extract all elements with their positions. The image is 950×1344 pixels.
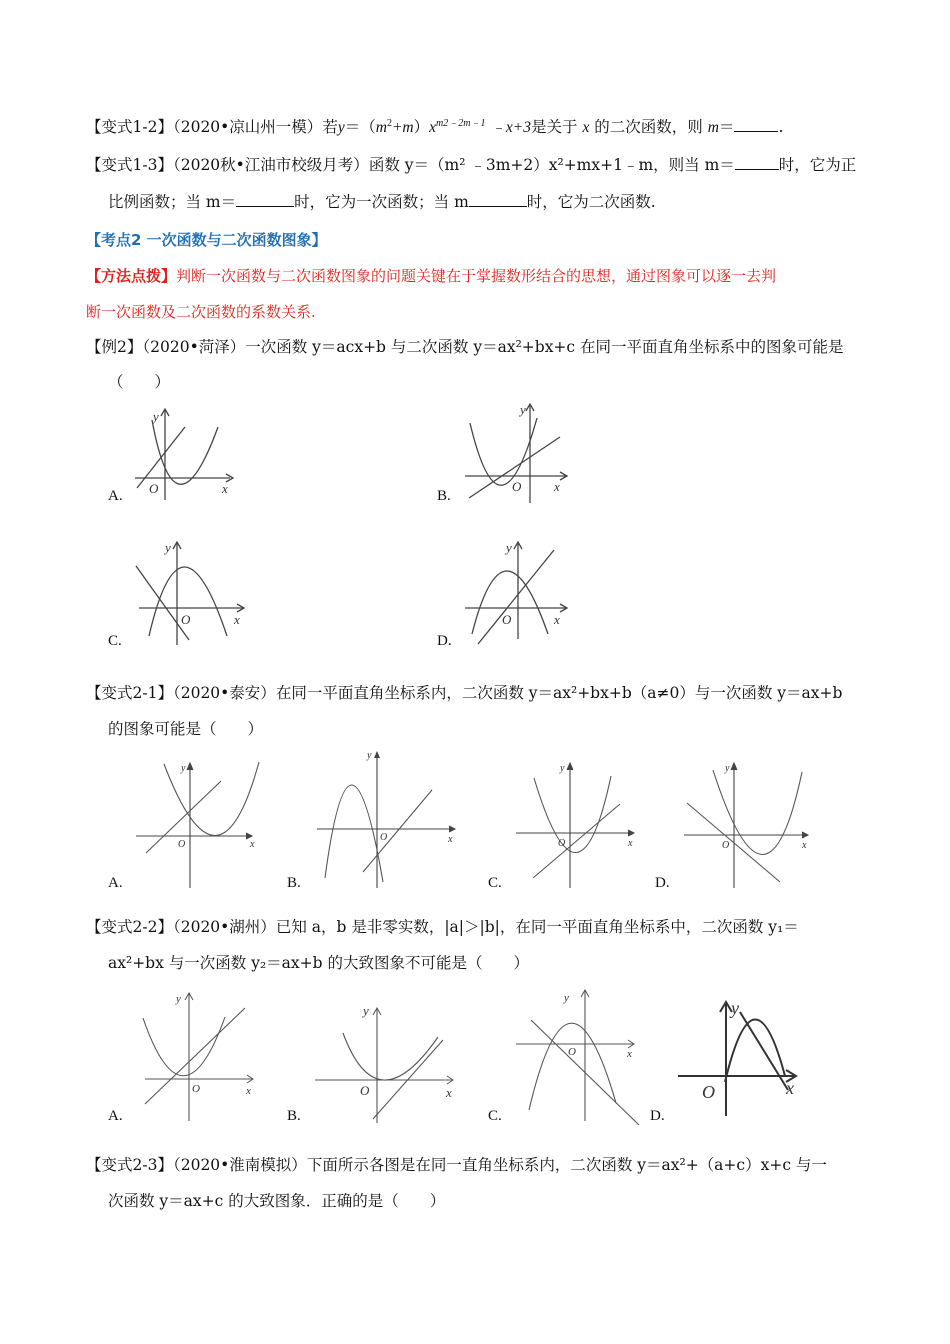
- option-a-label[interactable]: A.: [108, 875, 123, 891]
- variant-tag: 【变式1-2】: [86, 118, 173, 136]
- svg-text:x: x: [802, 840, 807, 851]
- variant-tag: 【变式1-3】: [86, 156, 173, 174]
- figure-v21-b: [315, 750, 460, 890]
- variant-2-2: 【变式2-2】（2020•湖州）已知 a，b 是非零实数，|a|＞|b|，在同一平面直角坐标系中，二次函数 y₁＝: [86, 918, 799, 936]
- svg-text:y: y: [176, 993, 181, 1005]
- variant-1-2: 【变式1-2】（2020•凉山州一模）若$y=(m^2+m)x^{m2﹣2m﹣1}$ ﹣x+3是关于 x 的二次函数，则 m＝ .: [86, 117, 784, 136]
- svg-text:y: y: [725, 763, 730, 774]
- svg-text:y: y: [564, 992, 569, 1004]
- svg-text:O: O: [192, 1083, 200, 1095]
- svg-text:y: y: [165, 540, 171, 555]
- variant-1-3-line2: 比例函数；当 m＝ 时，它为一次函数；当 m 时，它为二次函数.: [108, 193, 656, 211]
- svg-text:O: O: [360, 1083, 370, 1098]
- svg-text:y: y: [731, 1000, 739, 1018]
- option-b-label[interactable]: B.: [437, 488, 451, 504]
- svg-text:y: y: [367, 750, 372, 761]
- figure-ex2-a: [130, 405, 250, 500]
- svg-text:x: x: [446, 1085, 452, 1100]
- svg-text:x: x: [246, 1085, 251, 1097]
- variant-tag: 【变式2-2】: [86, 918, 173, 936]
- svg-text:O: O: [512, 479, 522, 494]
- svg-text:x: x: [628, 838, 633, 849]
- figure-ex2-b: [462, 400, 572, 505]
- variant-2-1: 【变式2-1】（2020•泰安）在同一平面直角坐标系内，二次函数 y＝ax²+bx+b（a≠0）与一次函数 y＝ax+b: [86, 684, 843, 702]
- source: （2020秋•江油市校级月考）: [172, 156, 369, 174]
- svg-text:O: O: [149, 481, 159, 496]
- variant-2-1-line2: 的图象可能是（ ）: [108, 720, 264, 738]
- option-c-label[interactable]: C.: [488, 875, 502, 891]
- figure-v22-a: [140, 988, 260, 1123]
- figure-ex2-c: [134, 538, 249, 648]
- figure-v21-d: [682, 758, 812, 888]
- answer-blank[interactable]: [236, 192, 294, 207]
- svg-text:x: x: [250, 839, 255, 850]
- svg-text:O: O: [568, 1046, 576, 1058]
- tip-label: 【方法点拨】: [86, 267, 177, 285]
- answer-blank[interactable]: [734, 117, 778, 132]
- option-c-label[interactable]: C.: [108, 633, 122, 649]
- option-d-label[interactable]: D.: [650, 1108, 665, 1124]
- example-2-line2: （ ）: [108, 373, 171, 391]
- source: （2020•泰安）: [172, 684, 276, 702]
- svg-text:O: O: [722, 840, 730, 851]
- section-heading: 【考点2 一次函数与二次函数图象】: [86, 231, 327, 249]
- answer-blank[interactable]: [469, 192, 527, 207]
- example-2: 【例2】（2020•菏泽）一次函数 y＝acx+b 与二次函数 y＝ax²+bx+c 在同一平面直角坐标系中的图象可能是: [86, 338, 844, 356]
- svg-text:x: x: [554, 612, 560, 627]
- option-a-label[interactable]: A.: [108, 488, 123, 504]
- variant-2-3: 【变式2-3】（2020•淮南模拟）下面所示各图是在同一直角坐标系内，二次函数 y＝ax²+（a+c）x+c 与一: [86, 1156, 827, 1174]
- example-tag: 【例2】: [86, 338, 143, 356]
- svg-text:O: O: [702, 1082, 715, 1102]
- figure-v21-c: [514, 758, 639, 888]
- svg-text:x: x: [234, 612, 240, 627]
- option-d-label[interactable]: D.: [437, 633, 452, 649]
- svg-text:O: O: [181, 612, 191, 627]
- svg-text:O: O: [178, 839, 186, 850]
- svg-text:y: y: [506, 540, 512, 555]
- svg-text:y: y: [520, 402, 526, 417]
- svg-text:x: x: [448, 834, 453, 845]
- source: （2020•菏泽）: [142, 338, 246, 356]
- svg-text:y: y: [560, 763, 565, 774]
- svg-text:O: O: [558, 838, 566, 849]
- source: （2020•凉山州一模）: [172, 118, 323, 136]
- svg-text:O: O: [380, 832, 388, 843]
- option-a-label[interactable]: A.: [108, 1108, 123, 1124]
- svg-text:x: x: [786, 1078, 794, 1098]
- figure-v22-c: [514, 985, 644, 1125]
- option-b-label[interactable]: B.: [287, 1108, 301, 1124]
- figure-v22-b: [313, 995, 458, 1125]
- variant-2-3-line2: 次函数 y＝ax+c 的大致图象．正确的是（ ）: [108, 1192, 446, 1210]
- figure-v21-a: [134, 758, 264, 888]
- svg-text:O: O: [502, 612, 512, 627]
- source: （2020•湖州）: [172, 918, 276, 936]
- answer-blank[interactable]: [735, 155, 779, 170]
- variant-1-3: 【变式1-3】（2020秋•江油市校级月考）函数 y＝（m² ﹣3m+2）x²+mx+1﹣m，则当 m＝ 时，它为正: [86, 156, 857, 174]
- method-tip: 【方法点拨】判断一次函数与二次函数图象的问题关键在于掌握数形结合的思想，通过图象可以逐一去判: [86, 267, 777, 285]
- option-d-label[interactable]: D.: [655, 875, 670, 891]
- svg-text:y: y: [153, 409, 159, 424]
- source: （2020•淮南模拟）: [172, 1156, 307, 1174]
- figure-v22-d: [678, 1000, 808, 1120]
- option-c-label[interactable]: C.: [488, 1108, 502, 1124]
- variant-2-2-line2: ax²+bx 与一次函数 y₂＝ax+b 的大致图象不可能是（ ）: [108, 954, 529, 972]
- figure-ex2-d: [462, 538, 572, 648]
- svg-text:x: x: [554, 479, 560, 494]
- svg-text:y: y: [181, 763, 186, 774]
- method-tip-line2: 断一次函数及二次函数的系数关系.: [86, 303, 316, 321]
- exponent: m2﹣2m﹣1: [436, 117, 486, 129]
- option-b-label[interactable]: B.: [287, 875, 301, 891]
- svg-text:x: x: [627, 1048, 632, 1060]
- svg-text:x: x: [222, 481, 228, 496]
- variant-tag: 【变式2-3】: [86, 1156, 173, 1174]
- svg-text:y: y: [363, 1003, 369, 1018]
- variant-tag: 【变式2-1】: [86, 684, 173, 702]
